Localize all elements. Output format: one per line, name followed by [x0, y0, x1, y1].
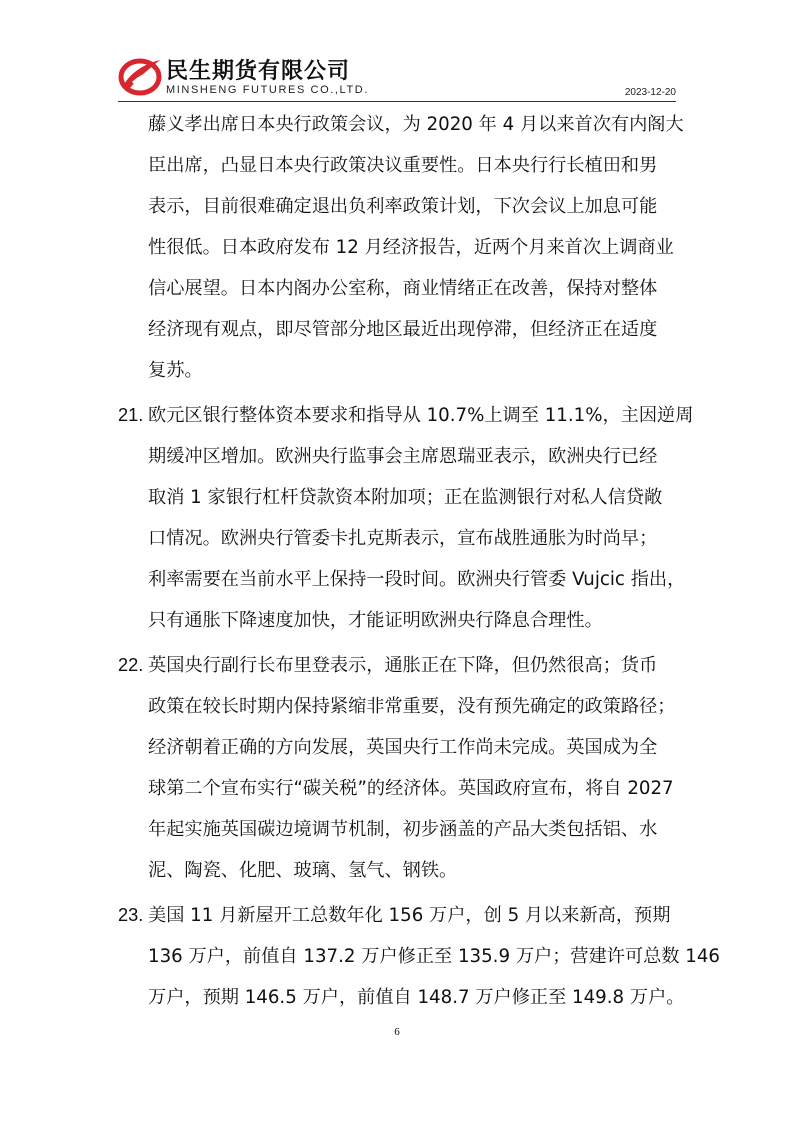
text-line: 复苏。	[148, 360, 203, 381]
document-body	[118, 104, 721, 1018]
text-line: 万户，预期 146.5 万户，前值自 148.7 万户修正至 149.8 万户。	[148, 987, 685, 1008]
text-line: 泥、陶瓷、化肥、玻璃、氢气、钢铁。	[148, 860, 458, 881]
text-line: 欧元区银行整体资本要求和指导从 10.7%上调至 11.1%，主因逆周	[148, 405, 694, 426]
text-line: 利率需要在当前水平上保持一段时间。欧洲央行管委 Vujcic 指出，	[148, 569, 686, 590]
text-line: 藤义孝出席日本央行政策会议，为 2020 年 4 月以来首次有内阁大	[148, 114, 684, 135]
brand-name-cn: 民生期货有限公司	[166, 59, 351, 84]
list-item-21	[118, 395, 694, 641]
item-number: 23.	[118, 905, 144, 925]
text-line: 136 万户，前值自 137.2 万户修正至 135.9 万户；营建许可总数 146	[148, 946, 721, 967]
page-number: 6	[394, 1026, 400, 1038]
text-line: 美国 11 月新屋开工总数年化 156 万户，创 5 月以来新高，预期	[148, 905, 671, 926]
text-line: 政策在较长时期内保持紧缩非常重要，没有预先确定的政策路径；	[148, 696, 676, 717]
text-line: 口情况。欧洲央行管委卡扎克斯表示，宣布战胜通胀为时尚早；	[148, 528, 658, 549]
report-date: 2023-12-20	[624, 87, 676, 98]
header-divider	[118, 101, 676, 102]
continuation-paragraph	[118, 104, 684, 391]
text-line: 球第二个宣布实行“碳关税”的经济体。英国政府宣布，将自 2027	[148, 778, 674, 799]
text-line: 信心展望。日本内阁办公室称，商业情绪正在改善，保持对整体	[148, 278, 658, 299]
list-item-23	[118, 895, 721, 1018]
page-header	[118, 50, 676, 104]
text-line: 年起实施英国碳边境调节机制，初步涵盖的产品大类包括铝、水	[148, 819, 658, 840]
text-line: 期缓冲区增加。欧洲央行监事会主席恩瑞亚表示，欧洲央行已经	[148, 446, 658, 467]
text-line: 英国央行副行长布里登表示，通胀正在下降，但仍然很高；货币	[148, 655, 658, 676]
brand-name-en: MINSHENG FUTURES CO.,LTD.	[166, 84, 369, 96]
minsheng-logo-icon	[118, 54, 162, 96]
item-number: 21.	[118, 405, 144, 425]
text-line: 经济朝着正确的方向发展，英国央行工作尚未完成。英国成为全	[148, 737, 658, 758]
text-line: 臣出席，凸显日本央行政策决议重要性。日本央行行长植田和男	[148, 155, 658, 176]
text-line: 经济现有观点，即尽管部分地区最近出现停滞，但经济正在适度	[148, 319, 658, 340]
text-line: 表示，目前很难确定退出负利率政策计划，下次会议上加息可能	[148, 196, 658, 217]
text-line: 取消 1 家银行杠杆贷款资本附加项；正在监测银行对私人信贷敞	[148, 487, 663, 508]
item-number: 22.	[118, 655, 144, 675]
text-line: 只有通胀下降速度加快，才能证明欧洲央行降息合理性。	[148, 610, 603, 631]
text-line: 性很低。日本政府发布 12 月经济报告，近两个月来首次上调商业	[148, 237, 674, 258]
list-item-22	[118, 645, 678, 891]
